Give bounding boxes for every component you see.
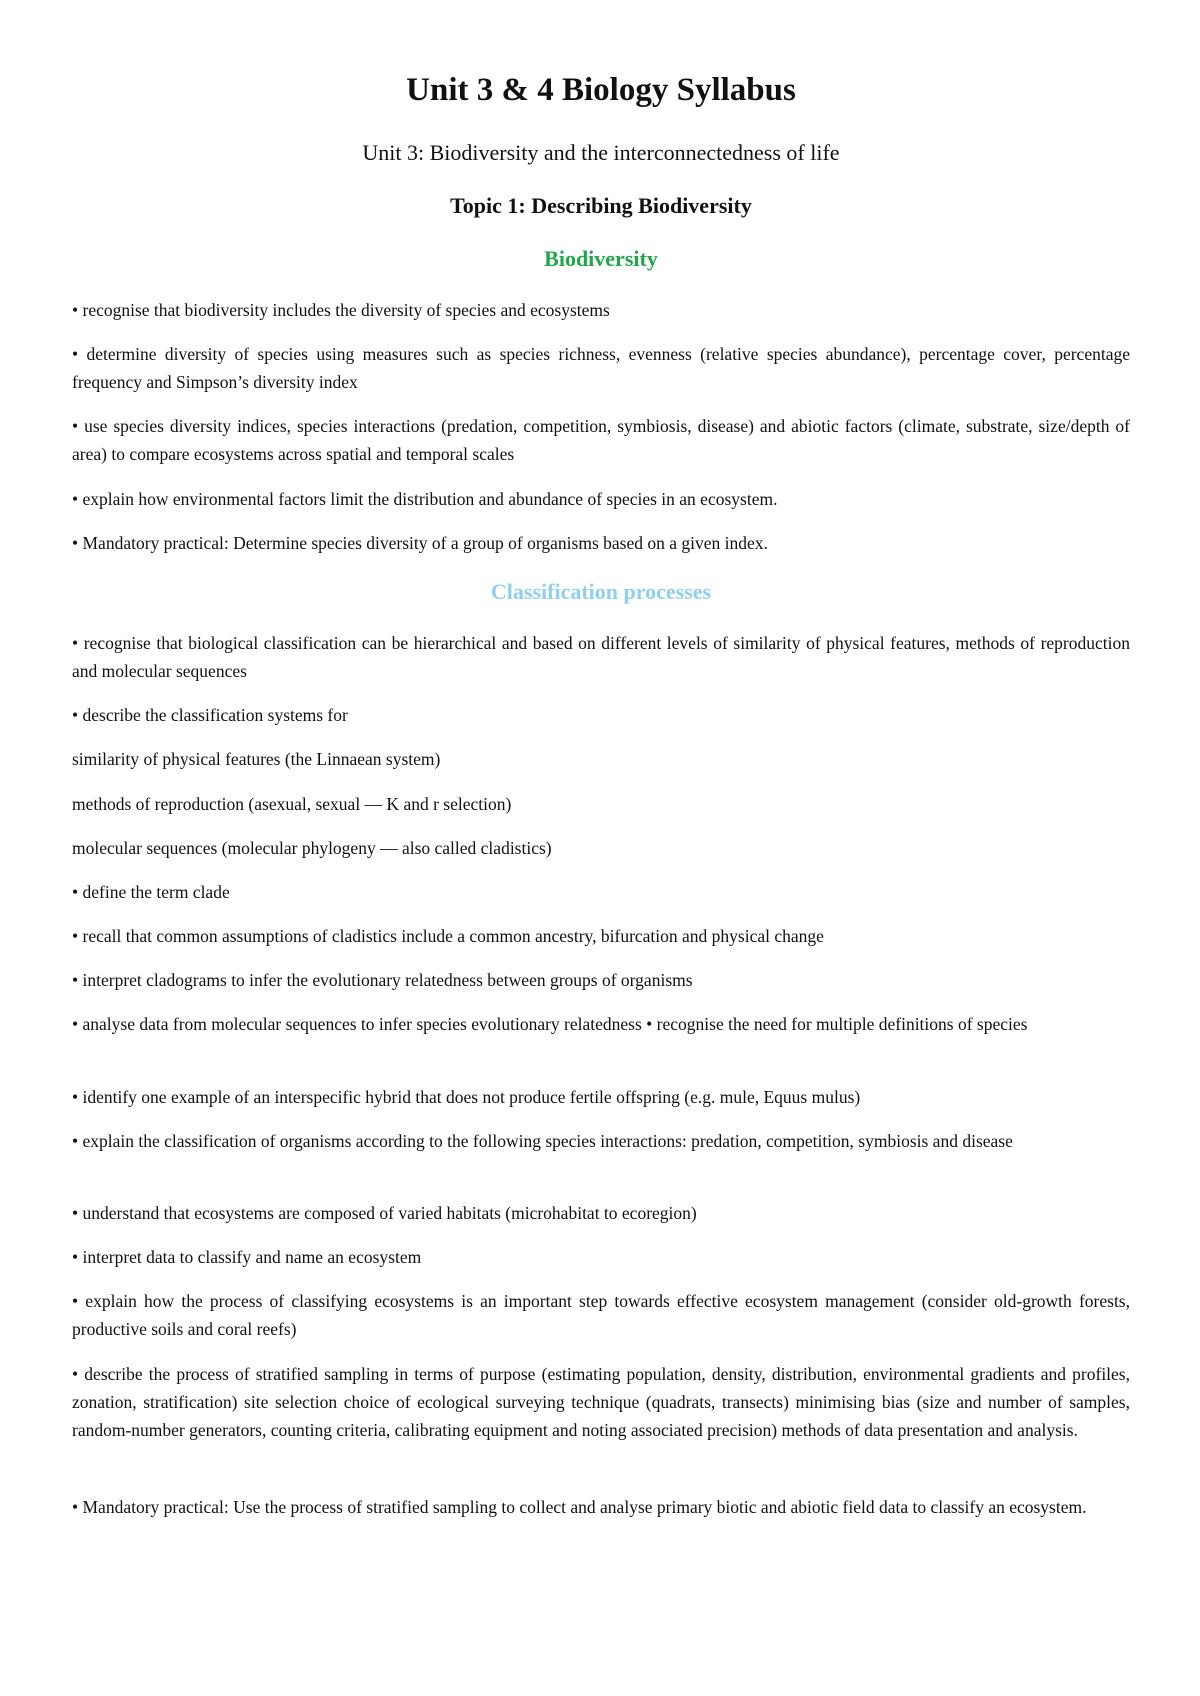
topic-heading: Topic 1: Describing Biodiversity (450, 193, 752, 218)
classification-item-9: • analyse data from molecular sequences to infer species evolutionary relatedness • recognise the need for multiple definitions of species (72, 1014, 1028, 1034)
classification-item-6: • define the term clade (72, 882, 230, 902)
unit-heading: Unit 3: Biodiversity and the interconnectedness of life (362, 140, 840, 165)
classification-item-13: • interpret data to classify and name an ecosystem (72, 1247, 422, 1267)
classification-item-14: • explain how the process of classifying ecosystems is an important step towards effective ecosystem management (consider old-growth forests, productive soils and coral reefs) (72, 1291, 1130, 1339)
biodiversity-item-4: • explain how environmental factors limit the distribution and abundance of species in an ecosystem. (72, 489, 778, 509)
classification-item-11: • explain the classification of organisms according to the following species interactions: predation, competition, symbiosis and disease (72, 1131, 1013, 1151)
classification-item-10: • identify one example of an interspecific hybrid that does not produce fertile offspring (e.g. mule, Equus mulus) (72, 1087, 861, 1107)
classification-item-12: • understand that ecosystems are composed of varied habitats (microhabitat to ecoregion) (72, 1203, 697, 1223)
classification-item-2: • describe the classification systems for (72, 705, 348, 725)
biodiversity-item-5: • Mandatory practical: Determine species diversity of a group of organisms based on a given index. (72, 533, 768, 553)
biodiversity-item-3: • use species diversity indices, species interactions (predation, competition, symbiosis, disease) and abiotic factors (climate, substrate, size/depth of area) to compare ecosystems across spatial and temporal scales (72, 416, 1130, 464)
section-heading-classification: Classification processes (490, 579, 712, 604)
classification-item-16: • Mandatory practical: Use the process of stratified sampling to collect and analyse primary biotic and abiotic field data to classify an ecosystem. (72, 1497, 1087, 1517)
classification-item-3: similarity of physical features (the Linnaean system) (72, 749, 441, 769)
classification-item-1: • recognise that biological classification can be hierarchical and based on different levels of similarity of physical features, methods of reproduction and molecular sequences (72, 633, 1130, 681)
biodiversity-item-1: • recognise that biodiversity includes the diversity of species and ecosystems (72, 300, 610, 320)
document-title: Unit 3 & 4 Biology Syllabus (406, 72, 796, 108)
classification-item-5: molecular sequences (molecular phylogeny — also called cladistics) (72, 838, 552, 858)
classification-item-4: methods of reproduction (asexual, sexual — K and r selection) (72, 794, 512, 814)
classification-item-7: • recall that common assumptions of cladistics include a common ancestry, bifurcation and physical change (72, 926, 824, 946)
classification-item-8: • interpret cladograms to infer the evolutionary relatedness between groups of organisms (72, 970, 693, 990)
biodiversity-item-2: • determine diversity of species using measures such as species richness, evenness (relative species abundance), percentage cover, percentage frequency and Simpson’s diversity index (72, 344, 1130, 392)
classification-item-15: • describe the process of stratified sampling in terms of purpose (estimating population, density, distribution, environmental gradients and profiles, zonation, stratification) site selection choice of ecological surveying technique (quadrats, transects) minimising bias (size and number of samples, random-number generators, counting criteria, calibrating equipment and noting associated precision) methods of data presentation and analysis. (72, 1364, 1130, 1440)
section-heading-biodiversity: Biodiversity (544, 246, 658, 271)
